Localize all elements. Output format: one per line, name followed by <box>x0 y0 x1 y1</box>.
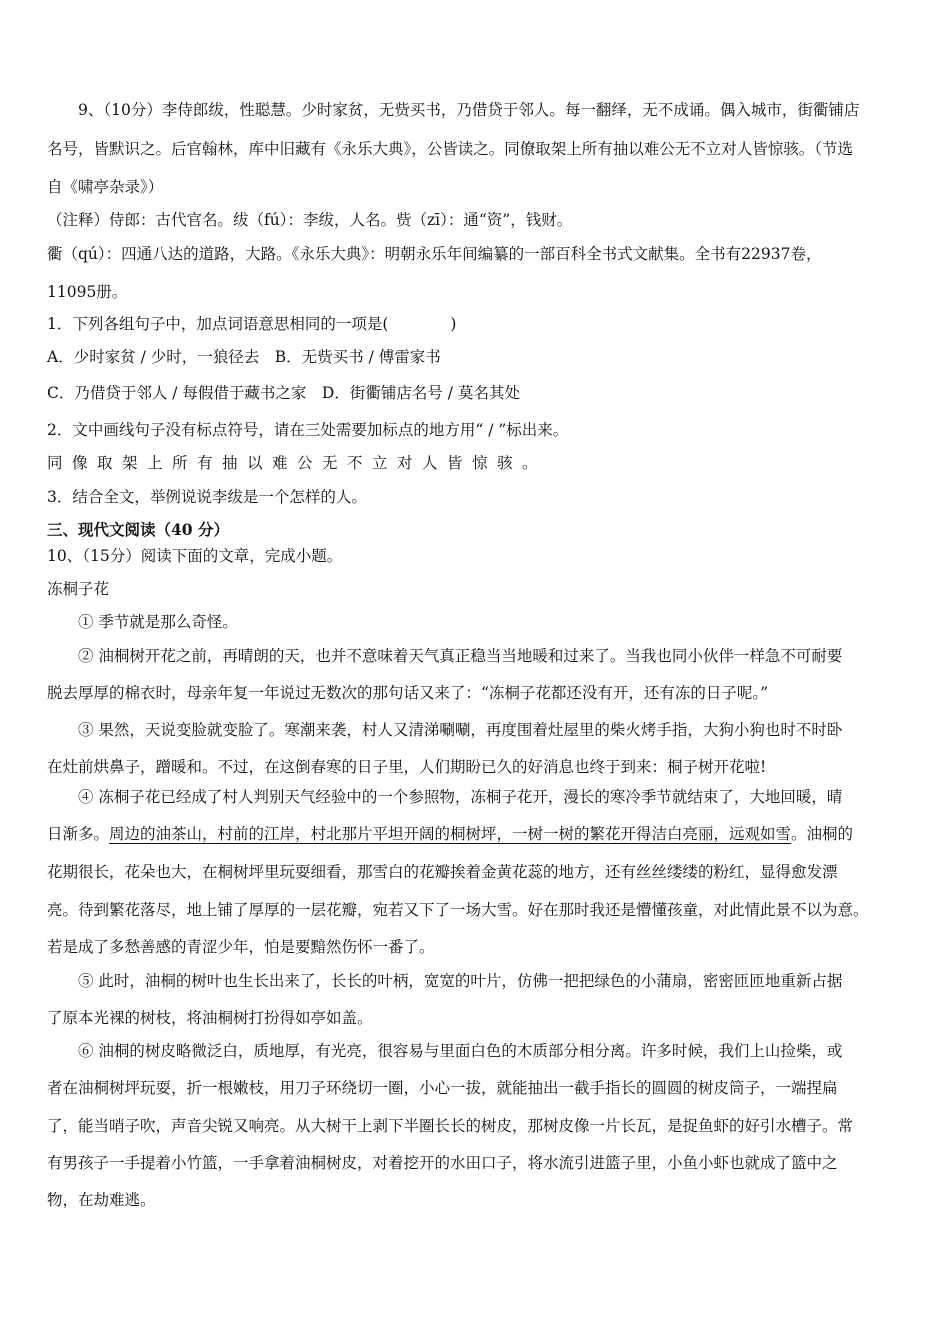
article-para-3-line-2: 在灶前烘鼻子，蹭暖和。不过，在这倒春寒的日子里，人们期盼已久的好消息也终于到来：桐子树开花啦! <box>47 758 767 776</box>
article-para-1: ① 季节就是那么奇怪。 <box>78 613 238 631</box>
article-para-6-line-5: 物，在劫难逃。 <box>47 1191 156 1209</box>
article-para-4-post: 。油桐的 <box>791 825 854 843</box>
article-para-3-line-1: ③ 果然，天说变脸就变脸了。寒潮来袭，村人又清涕唰唰，再度围着灶屋里的柴火烤手指，大狗小狗也时不时卧 <box>78 721 843 739</box>
q9-subquestion-3: 3．结合全文，举例说说李绂是一个怎样的人。 <box>47 488 367 506</box>
q9-note-line-2: 衢（qú）：四通八达的道路，大路。《永乐大典》：明朝永乐年间编纂的一部百科全书式文献集。全书有22937卷， <box>47 245 822 263</box>
q9-passage-line-1: 9、（10分）李侍郎绂，性聪慧。少时家贫，无赀买书，乃借贷于邻人。每一翻绎，无不成诵。偶入城市，街衢铺店 <box>78 101 860 119</box>
q9-note-line-1: （注释）侍郎：古代官名。绂（fú）：李绂，人名。赀（zī）：通“资”，钱财。 <box>47 211 573 229</box>
article-para-6-line-4: 有男孩子一手提着小竹篮，一手拿着油桐树皮，对着挖开的水田口子，将水流引进篮子里，小鱼小虾也就成了篮中之 <box>47 1154 838 1172</box>
article-para-2-line-1: ② 油桐树开花之前，再晴朗的天，也并不意味着天气真正稳当当地暖和过来了。当我也同小伙伴一样急不可耐要 <box>78 647 843 665</box>
article-para-5-line-1: ⑤ 此时，油桐的树叶也生长出来了，长长的叶柄，宽宽的叶片，仿佛一把把绿色的小蒲扇，密密匝匝地重新占据 <box>78 972 843 990</box>
article-title: 冻桐子花 <box>47 580 110 598</box>
q9-subquestion-1: 1．下列各组句子中，加点词语意思相同的一项是( ) <box>47 315 457 333</box>
article-para-4-line-5: 若是成了多愁善感的青涩少年，怕是要黯然伤怀一番了。 <box>47 938 435 956</box>
article-para-4-line-1: ④ 冻桐子花已经成了村人判别天气经验中的一个参照物，冻桐子花开，漫长的寒冷季节就结束了，大地回暖，晴 <box>78 788 843 806</box>
q9-passage-line-2: 名号，皆默识之。后官翰林，库中旧藏有《永乐大典》，公皆读之。同僚取架上所有抽以难公无不立对人皆惊骇。（节选 <box>47 140 854 158</box>
q9-options-ab: A．少时家贫 / 少时，一狼径去 B．无赀买书 / 傅雷家书 <box>47 348 441 366</box>
q9-note-line-3: 11095册。 <box>47 283 128 301</box>
q9-passage-line-3: 自《啸亭杂录》） <box>47 178 164 196</box>
article-para-6-line-3: 了，能当哨子吹，声音尖锐又响亮。从大树干上剥下半圈长长的树皮，那树皮像一片长瓦，是捉鱼虾的好引水槽子。常 <box>47 1117 854 1135</box>
q10-prompt: 10、（15分）阅读下面的文章，完成小题。 <box>47 547 343 565</box>
article-para-2-line-2: 脱去厚厚的棉衣时，母亲年复一年说过无数次的那句话又来了：“冻桐子花都还没有开，还有冻的日子呢。” <box>47 684 769 702</box>
underlined-sentence: 周边的油茶山，村前的江岸，村北那片平坦开阔的桐树坪，一树一树的繁花开得洁白亮丽，远观如雪 <box>109 825 792 843</box>
article-para-5-line-2: 了原本光裸的树枝，将油桐树打扮得如亭如盖。 <box>47 1009 373 1027</box>
section-heading: 三、现代文阅读（40 分） <box>47 520 229 539</box>
q9-unpunctuated-sentence: 同像取架上所有抽以难公无不立对人皆惊骇。 <box>47 454 548 472</box>
article-para-6-line-1: ⑥ 油桐的树皮略微泛白，质地厚，有光亮，很容易与里面白色的木质部分相分离。许多时候，我们上山捡柴，或 <box>78 1042 843 1060</box>
q9-options-cd: C．乃借贷于邻人 / 每假借于藏书之家 D．街衢铺店名号 / 莫名其处 <box>47 384 520 402</box>
article-para-4-line-3: 花期很长，花朵也大，在桐树坪里玩耍细看，那雪白的花瓣挨着金黄花蕊的地方，还有丝丝缕缕的粉红，显得愈发漂 <box>47 863 838 881</box>
article-para-6-line-2: 者在油桐树坪玩耍，折一根嫩枝，用刀子环绕切一圈，小心一拔，就能抽出一截手指长的圆圆的树皮筒子，一端捏扁 <box>47 1079 838 1097</box>
article-para-4-line-4: 亮。待到繁花落尽，地上铺了厚厚的一层花瓣，宛若又下了一场大雪。好在那时我还是懵懂孩童，对此情此景不以为意。 <box>47 901 869 919</box>
q9-subquestion-2: 2．文中画线句子没有标点符号，请在三处需要加标点的地方用“ / ”标出来。 <box>47 421 569 439</box>
article-para-4-line-2 <box>47 824 853 844</box>
article-para-4-pre: 日渐多。 <box>47 825 110 843</box>
